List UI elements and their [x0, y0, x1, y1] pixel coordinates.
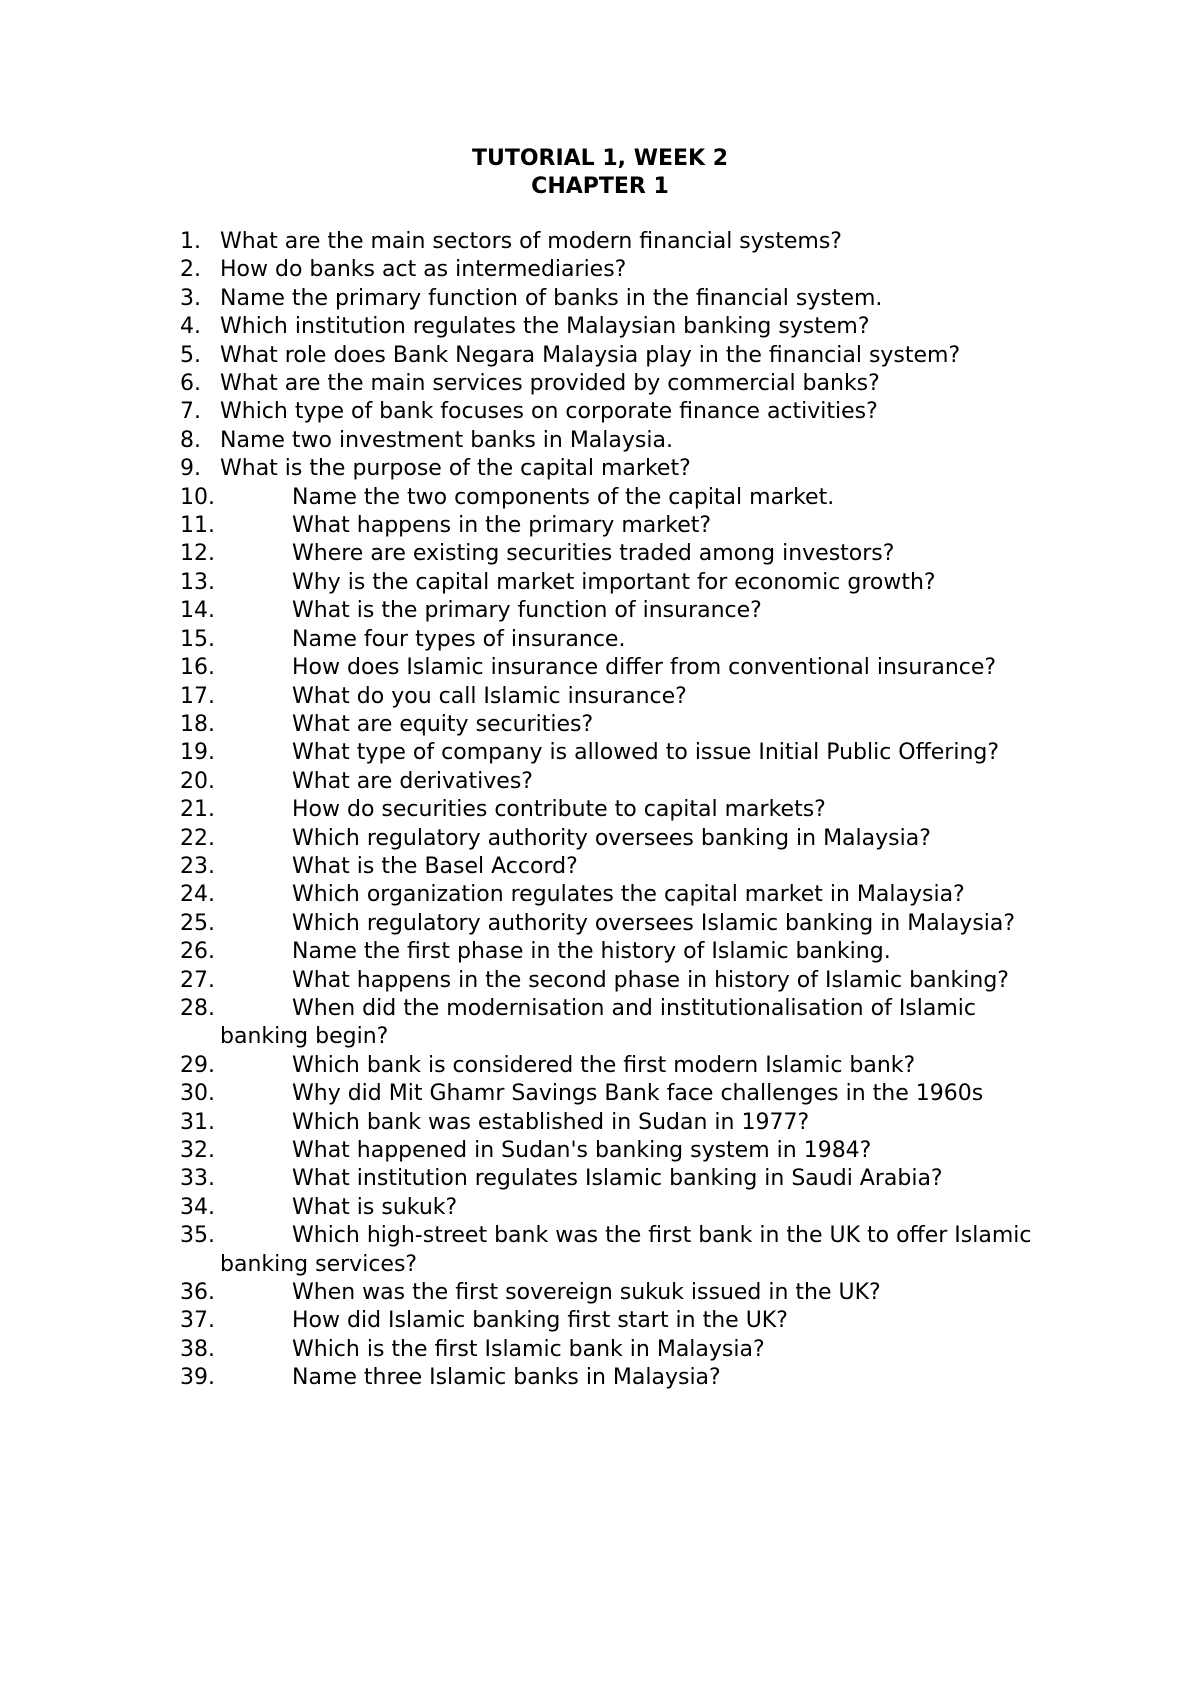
question-text: Where are existing securities traded among investors?	[292, 541, 895, 567]
question-item	[180, 768, 1060, 796]
question-item	[180, 796, 1060, 824]
question-list	[180, 228, 1060, 1393]
chapter-title: CHAPTER 1	[531, 174, 669, 199]
question-number: 29.	[180, 1052, 215, 1078]
question-item	[180, 1137, 1060, 1165]
question-number: 17.	[180, 683, 215, 709]
question-number: 37.	[180, 1308, 215, 1334]
question-item	[180, 1052, 1060, 1080]
question-number: 26.	[180, 939, 215, 965]
question-text: When did the modernisation and institutionalisation of Islamic banking begin?	[220, 995, 976, 1050]
question-number: 39.	[180, 1365, 215, 1391]
question-number: 30.	[180, 1081, 215, 1107]
question-number: 6.	[180, 371, 201, 397]
question-text: What happens in the second phase in history of Islamic banking?	[292, 967, 1009, 993]
question-number: 19.	[180, 740, 215, 766]
question-item	[180, 427, 1060, 455]
question-item	[180, 1279, 1060, 1307]
question-number: 27.	[180, 967, 215, 993]
question-text: Name three Islamic banks in Malaysia?	[292, 1365, 721, 1391]
question-number: 7.	[180, 399, 201, 425]
question-text: What happens in the primary market?	[292, 513, 712, 539]
question-text: What happened in Sudan's banking system in 1984?	[292, 1138, 872, 1163]
question-item	[180, 1165, 1060, 1193]
question-number: 12.	[180, 541, 215, 567]
question-text: What is sukuk?	[292, 1194, 458, 1220]
question-text: Which is the first Islamic bank in Malaysia?	[292, 1336, 765, 1362]
question-number: 14.	[180, 598, 215, 624]
question-number: 22.	[180, 825, 215, 851]
question-item	[180, 342, 1060, 370]
question-number: 25.	[180, 910, 215, 936]
question-number: 28.	[180, 995, 215, 1021]
question-item	[180, 1080, 1060, 1108]
question-item	[180, 370, 1060, 398]
question-number: 35.	[180, 1223, 215, 1249]
question-text: Which organization regulates the capital market in Malaysia?	[292, 882, 965, 908]
question-item	[180, 654, 1060, 682]
question-text: What are derivatives?	[292, 768, 533, 794]
question-item	[180, 540, 1060, 568]
question-text: Which bank was established in Sudan in 1977?	[292, 1109, 810, 1135]
question-number: 18.	[180, 711, 215, 737]
question-number: 20.	[180, 768, 215, 794]
question-text: Why is the capital market important for economic growth?	[292, 569, 936, 595]
question-item	[180, 1109, 1060, 1137]
question-text: What are equity securities?	[292, 711, 594, 737]
question-item	[180, 938, 1060, 966]
question-item	[180, 569, 1060, 597]
question-item	[180, 739, 1060, 767]
question-text: When was the first sovereign sukuk issued in the UK?	[292, 1280, 881, 1306]
question-item	[180, 1194, 1060, 1222]
question-number: 13.	[180, 569, 215, 595]
question-number: 21.	[180, 797, 215, 823]
question-text: What type of company is allowed to issue Initial Public Offering?	[292, 740, 1000, 766]
question-item	[180, 825, 1060, 853]
question-text: How do securities contribute to capital markets?	[292, 797, 826, 823]
question-number: 24.	[180, 882, 215, 908]
question-text: Name two investment banks in Malaysia.	[220, 427, 673, 453]
question-item	[180, 1222, 1060, 1279]
question-number: 5.	[180, 342, 201, 368]
question-item	[180, 967, 1060, 995]
question-item	[180, 484, 1060, 512]
question-item	[180, 512, 1060, 540]
question-number: 8.	[180, 427, 201, 453]
question-number: 10.	[180, 484, 215, 510]
question-number: 16.	[180, 655, 215, 681]
document-header	[0, 145, 1200, 201]
question-number: 2.	[180, 257, 201, 283]
question-number: 15.	[180, 626, 215, 652]
question-text: Which bank is considered the first modern Islamic bank?	[292, 1052, 916, 1078]
question-text: Name the first phase in the history of Islamic banking.	[292, 939, 891, 965]
question-item	[180, 256, 1060, 284]
question-number: 9.	[180, 456, 201, 482]
question-text: Which regulatory authority oversees Islamic banking in Malaysia?	[292, 910, 1016, 936]
question-number: 23.	[180, 853, 215, 879]
question-item	[180, 228, 1060, 256]
question-text: What do you call Islamic insurance?	[292, 683, 687, 709]
question-item	[180, 285, 1060, 313]
document-title: TUTORIAL 1, WEEK 2	[471, 146, 729, 171]
question-number: 11.	[180, 513, 215, 539]
question-text: What institution regulates Islamic banking in Saudi Arabia?	[292, 1166, 943, 1192]
question-text: Name the two components of the capital market.	[292, 484, 835, 510]
question-text: What is the purpose of the capital market?	[220, 456, 691, 482]
question-number: 4.	[180, 314, 201, 340]
question-item	[180, 626, 1060, 654]
question-item	[180, 711, 1060, 739]
question-number: 31.	[180, 1109, 215, 1135]
question-item	[180, 398, 1060, 426]
question-number: 3.	[180, 285, 201, 311]
question-item	[180, 313, 1060, 341]
question-text: What are the main sectors of modern financial systems?	[220, 229, 842, 254]
question-text: Which regulatory authority oversees banking in Malaysia?	[292, 825, 931, 851]
question-item	[180, 881, 1060, 909]
question-item	[180, 995, 1060, 1052]
question-text: What is the Basel Accord?	[292, 853, 578, 879]
question-text: How did Islamic banking first start in the UK?	[292, 1308, 788, 1334]
question-text: Name four types of insurance.	[292, 626, 626, 652]
question-item	[180, 1364, 1060, 1392]
question-text: Which type of bank focuses on corporate finance activities?	[220, 399, 878, 425]
question-item	[180, 910, 1060, 938]
question-item	[180, 683, 1060, 711]
question-number: 1.	[180, 229, 201, 254]
question-text: Name the primary function of banks in the financial system.	[220, 285, 883, 311]
question-item	[180, 853, 1060, 881]
question-text: How does Islamic insurance differ from conventional insurance?	[292, 655, 997, 681]
question-text: What are the main services provided by commercial banks?	[220, 371, 880, 397]
question-item	[180, 1336, 1060, 1364]
question-text: How do banks act as intermediaries?	[220, 257, 627, 283]
question-text: Why did Mit Ghamr Savings Bank face challenges in the 1960s	[292, 1081, 984, 1107]
question-item	[180, 455, 1060, 483]
question-text: What role does Bank Negara Malaysia play in the financial system?	[220, 342, 961, 368]
question-text: Which institution regulates the Malaysian banking system?	[220, 314, 870, 340]
question-text: What is the primary function of insurance?	[292, 598, 762, 624]
question-item	[180, 597, 1060, 625]
question-item	[180, 1307, 1060, 1335]
question-number: 36.	[180, 1280, 215, 1306]
question-text: Which high-street bank was the first bank in the UK to offer Islamic banking services?	[220, 1223, 1032, 1277]
question-number: 38.	[180, 1336, 215, 1362]
question-number: 34.	[180, 1194, 215, 1220]
question-number: 33.	[180, 1166, 215, 1192]
question-number: 32.	[180, 1138, 215, 1163]
